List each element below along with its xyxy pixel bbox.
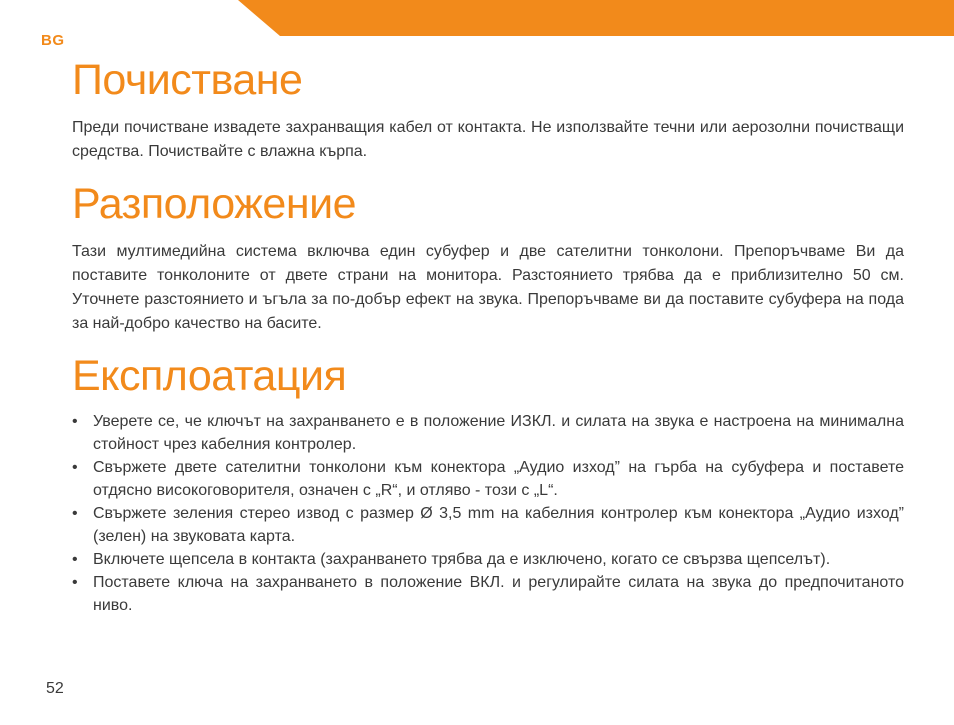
list-item: • Свържете зеления стерео извод с размер Ø 3,5 mm на кабелния контролер към конектора „Аудио изход” (зелен) на звуковата карта. (72, 502, 904, 548)
bullet-icon: • (72, 551, 78, 568)
bullet-icon: • (72, 574, 78, 591)
section-cleaning (72, 54, 904, 164)
bullet-icon: • (72, 459, 78, 476)
header-accent-band (0, 0, 954, 36)
section-placement (72, 178, 904, 336)
section-title-cleaning: Почистване (72, 56, 303, 104)
list-item: • Включете щепсела в контакта (захранването трябва да е изключено, когато се свързва щепселът). (72, 548, 904, 571)
language-code: BG (41, 32, 65, 49)
section-title-placement: Разположение (72, 180, 357, 228)
section-title-operation: Експлоатация (72, 352, 347, 400)
list-item: • Поставете ключа на захранването в положение ВКЛ. и регулирайте силата на звука до предпочитаното ниво. (72, 571, 904, 617)
list-item: • Уверете се, че ключът на захранването е в положение ИЗКЛ. и силата на звука е настроена на минимална стойност чрез кабелния контролер. (72, 410, 904, 456)
list-item: • Свържете двете сателитни тонколони към конектора „Аудио изход” на гърба на субуфера и поставете отдясно високоговорителя, означен с „R“, и отляво - този с „L“. (72, 456, 904, 502)
bullet-icon: • (72, 505, 78, 522)
section-text-cleaning: Преди почистване извадете захранващия кабел от контакта. Не използвайте течни или аерозолни почистващи средства. Почиствайте с влажна кърпа. (72, 119, 904, 160)
operation-list (72, 410, 904, 617)
section-text-placement: Тази мултимедийна система включва един субуфер и две сателитни тонколони. Препоръчваме Ви да поставите тонколоните от двете страни на монитора. Разстоянието трябва да е приблизително 50 см. Уточнете разстоянието и ъгъла за по-добър ефект на звука. Препоръчваме ви да поставите субуфера на пода за най-добро качество на басите. (72, 243, 904, 332)
page-number: 52 (46, 680, 64, 697)
page-content (72, 54, 904, 617)
section-operation (72, 350, 904, 617)
bullet-icon: • (72, 413, 78, 430)
